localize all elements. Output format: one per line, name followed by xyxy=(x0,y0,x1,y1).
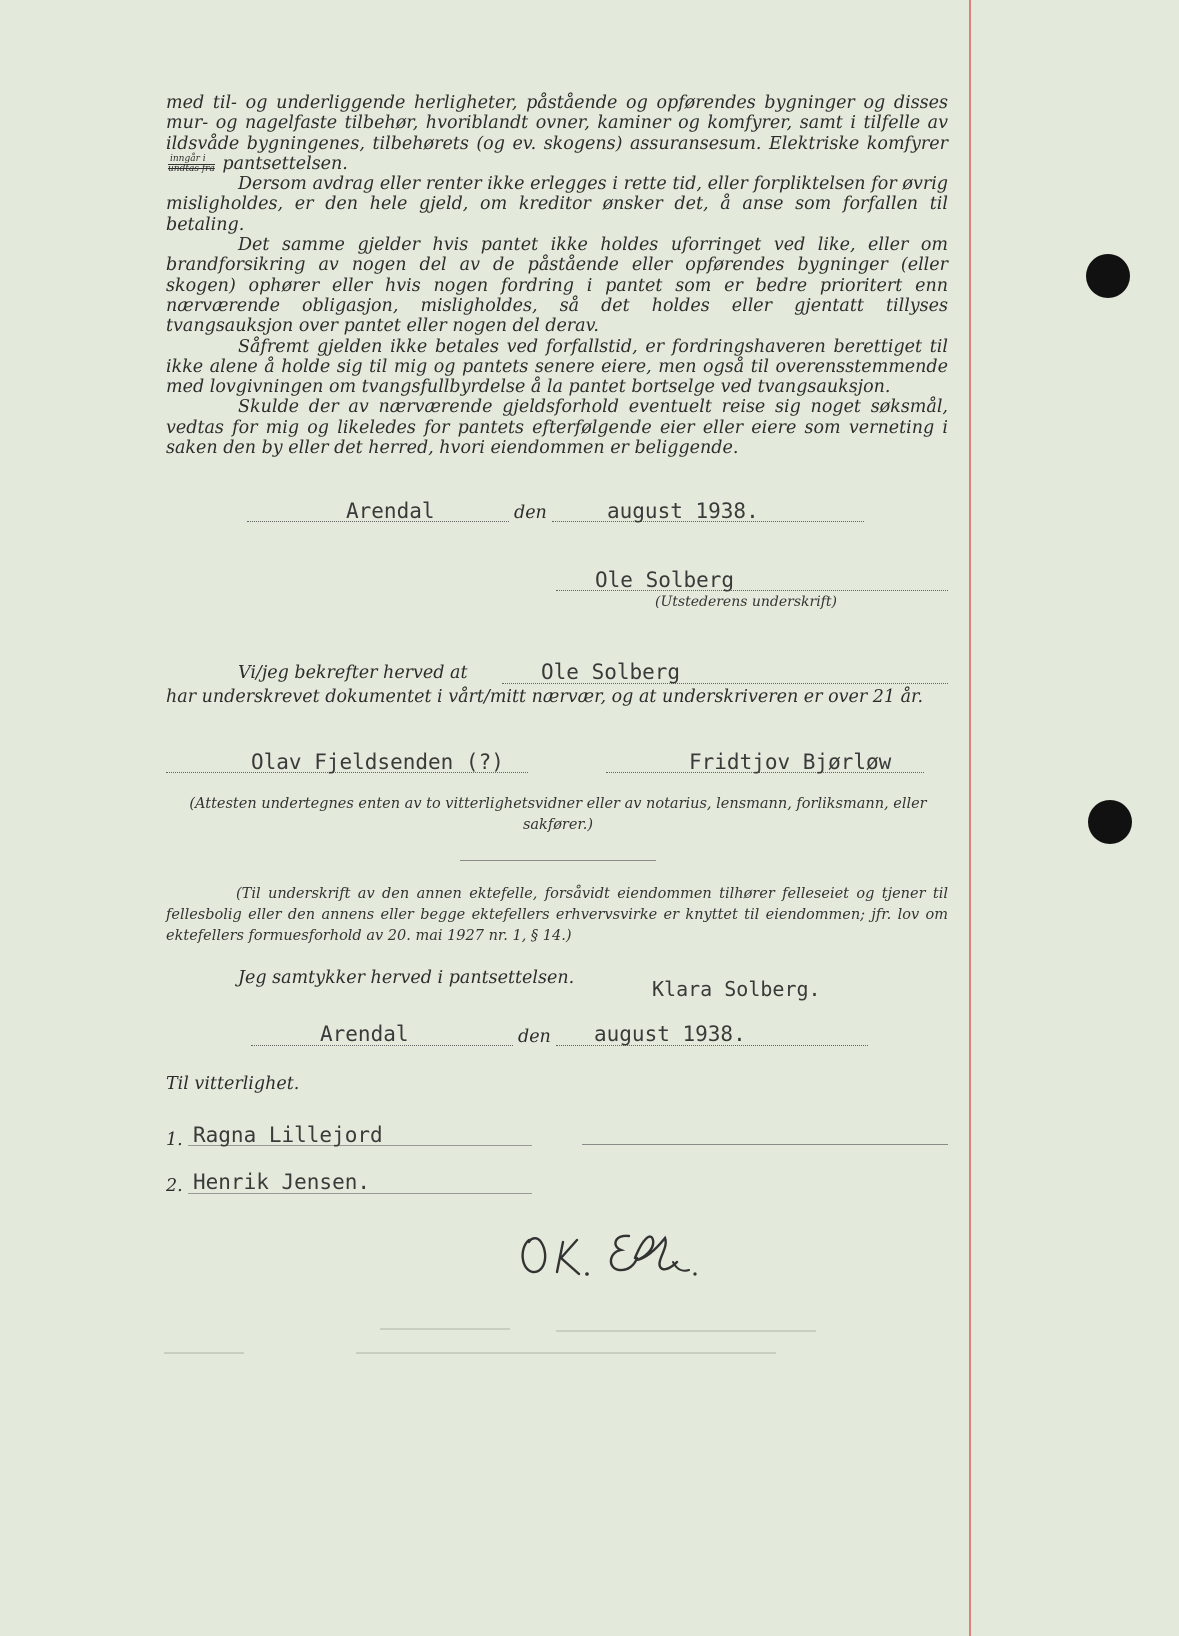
consent-den-label: den xyxy=(518,1027,551,1047)
mortgage-terms-text xyxy=(166,93,948,458)
attestation-number-2: 2. xyxy=(166,1176,183,1196)
witness-note: (Attesten undertegnes enten av to vitterlighetsvidner eller av notarius, lensmann, forliksmann, eller sakfører.) xyxy=(189,796,927,833)
show-through-mark xyxy=(164,1352,244,1354)
attestation-name-2: Henrik Jensen. xyxy=(193,1170,371,1194)
paragraph-property-end: pantsettelsen. xyxy=(222,153,348,174)
paragraph-jurisdiction: Skulde der av nærværende gjeldsforhold eventuelt reise sig noget søksmål, vedtas for mig og likeledes for pantets efterfølgende eier eller eiere som verneting i saken den by eller det herred, hvori eiendommen er beliggende. xyxy=(166,397,948,459)
consent-text: Jeg samtykker herved i pantsettelsen. xyxy=(238,968,575,988)
show-through-mark xyxy=(556,1330,816,1332)
issue-den-label: den xyxy=(514,503,547,523)
attestation-number-1: 1. xyxy=(166,1130,183,1150)
inclusion-fraction xyxy=(168,155,215,174)
paragraph-enforcement: Såfremt gjelden ikke betales ved forfallstid, er fordringshaveren berettiget til ikke alene å holde sig til mig og pantets senere eiere, men også til overensstemmende med lovgivningen om tvangsfullbyrdelse å la pantet bortselge ved tvangsauksjon. xyxy=(166,336,948,398)
spouse-note: (Til underskrift av den annen ektefelle, forsåvidt eiendommen tilhører felleseiet og tjener til fellesbolig eller den annens eller begge ektefellers erhvervsvirke er knyttet til eiendommen; jfr. lov om ektefellers formuesforhold av 20. mai 1927 nr. 1, § 14.) xyxy=(166,886,948,944)
witness2-signature: Fridtjov Bjørløw xyxy=(689,750,892,774)
punch-hole xyxy=(1088,800,1132,844)
punch-hole xyxy=(1086,254,1130,298)
issuer-caption: (Utstederens underskrift) xyxy=(655,594,837,610)
handwritten-initials xyxy=(515,1218,725,1288)
fraction-numerator: inngår i xyxy=(168,155,215,165)
issue-place: Arendal xyxy=(346,499,435,523)
fraction-denominator: undtas fra xyxy=(168,163,215,174)
paragraph-property xyxy=(166,93,948,174)
paragraph-maintenance: Det samme gjelder hvis pantet ikke holdes uforringet ved like, eller om brandforsikring av nogen del av de påstående eller opførendes bygninger (eller skogen) ophører eller hvis nogen fordring i pantet som er bedre prioritert enn nærværende obligasjon, misligholdes, så det holdes eller gjentatt tillyses tvangsauksjon over pantet eller nogen del derav. xyxy=(166,235,948,337)
issuer-signature: Ole Solberg xyxy=(595,568,735,592)
red-margin-rule xyxy=(969,0,971,1636)
separator-line xyxy=(460,860,656,861)
paragraph-property-text: med til- og underliggende herligheter, påstående og opførendes bygninger og disses mur- og nagelfaste tilbehør, hvoriblandt ovner, kaminer og komfyrer, samt i tilfelle av ildsvåde bygningenes, tilbehørets (og ev. skogens) assuransesum. Elektriske komfyrer xyxy=(166,93,948,154)
attestation-line-right xyxy=(582,1144,948,1145)
consent-signature: Klara Solberg. xyxy=(652,977,821,1001)
witness-statement-prefix: Vi/jeg bekrefter herved at xyxy=(238,663,468,683)
witnessed-name: Ole Solberg xyxy=(541,660,681,684)
consent-date: august 1938. xyxy=(594,1022,746,1046)
witness-statement-line2: har underskrevet dokumentet i vårt/mitt nærvær, og at underskriveren er over 21 år. xyxy=(166,687,924,707)
show-through-mark xyxy=(380,1328,510,1330)
show-through-mark xyxy=(356,1352,776,1354)
consent-place: Arendal xyxy=(320,1022,409,1046)
attestation-title: Til vitterlighet. xyxy=(166,1074,300,1094)
issue-date: august 1938. xyxy=(607,499,759,523)
witness1-signature: Olav Fjeldsenden (?) xyxy=(251,750,504,774)
paragraph-default: Dersom avdrag eller renter ikke erlegges i rette tid, eller forpliktelsen for øvrig misligholdes, er den hele gjeld, om kreditor ønsker det, å anse som forfallen til betaling. xyxy=(166,174,948,235)
attestation-name-1: Ragna Lillejord xyxy=(193,1123,383,1147)
